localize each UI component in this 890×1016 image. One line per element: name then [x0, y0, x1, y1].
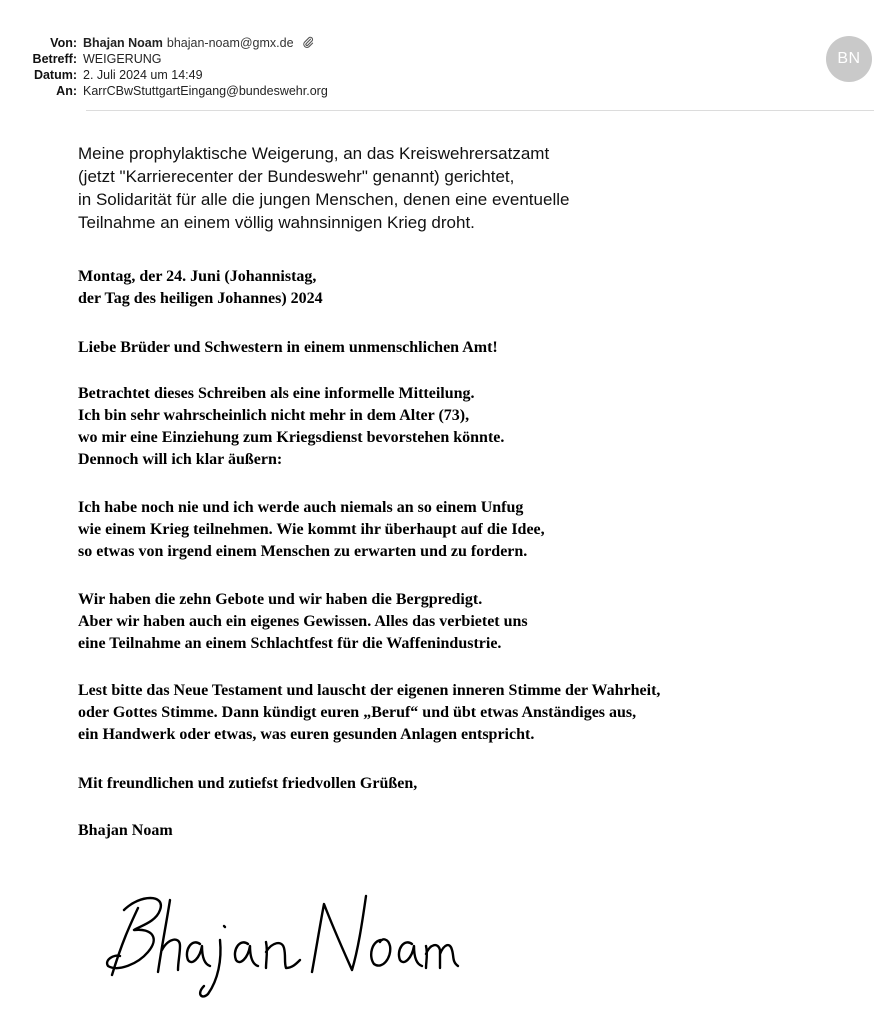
subject-value: WEIGERUNG	[83, 52, 162, 66]
letter-paragraph-3	[78, 589, 868, 655]
paragraph-line: oder Gottes Stimme. Dann kündigt euren „Beruf“ und übt etwas Anständiges aus,	[78, 704, 637, 721]
handwritten-signature	[100, 880, 460, 1005]
to-value[interactable]: KarrCBwStuttgartEingang@bundeswehr.org	[83, 84, 328, 98]
date-label: Datum:	[33, 68, 77, 82]
letter-paragraph-4	[78, 680, 868, 746]
subject-row	[0, 51, 161, 67]
letter-name: Bhajan Noam	[78, 822, 173, 839]
paragraph-line: Betrachtet dieses Schreiben als eine informelle Mitteilung.	[78, 385, 475, 402]
paragraph-line: Lest bitte das Neue Testament und lauscht der eigenen inneren Stimme der Wahrheit,	[78, 682, 661, 699]
date-row	[0, 67, 203, 83]
mail-header	[0, 35, 890, 111]
header-divider	[86, 110, 874, 111]
paragraph-line: Ich bin sehr wahrscheinlich nicht mehr in dem Alter (73),	[78, 407, 470, 424]
paragraph-line: eine Teilnahme an einem Schlachtfest für die Waffenindustrie.	[78, 635, 502, 652]
intro-line: (jetzt "Karrierecenter der Bundeswehr" genannt) gerichtet,	[78, 167, 515, 186]
sender-name[interactable]: Bhajan Noam	[83, 36, 163, 50]
intro-line: Meine prophylaktische Weigerung, an das Kreiswehrersatzamt	[78, 144, 550, 163]
to-row	[0, 83, 328, 99]
paragraph-line: ein Handwerk oder etwas, was euren gesunden Anlagen entspricht.	[78, 726, 535, 743]
paragraph-line: Aber wir haben auch ein eigenes Gewissen. Alles das verbietet uns	[78, 613, 528, 630]
paragraph-line: wo mir eine Einziehung zum Kriegsdienst bevorstehen könnte.	[78, 429, 505, 446]
paragraph-line: wie einem Krieg teilnehmen. Wie kommt ihr überhaupt auf die Idee,	[78, 521, 545, 538]
letter-paragraph-1	[78, 383, 868, 471]
intro-line: Teilnahme an einem völlig wahnsinnigen Krieg droht.	[78, 213, 475, 232]
paragraph-line: Wir haben die zehn Gebote und wir haben die Bergpredigt.	[78, 591, 483, 608]
paragraph-line: Dennoch will ich klar äußern:	[78, 451, 283, 468]
letter-date-line: Montag, der 24. Juni (Johannistag,	[78, 268, 317, 285]
paperclip-icon[interactable]	[302, 36, 314, 53]
to-label: An:	[56, 84, 77, 98]
from-row	[0, 35, 314, 51]
paragraph-line: so etwas von irgend einem Menschen zu erwarten und zu fordern.	[78, 543, 528, 560]
avatar[interactable]: BN	[826, 36, 872, 82]
letter-date	[78, 266, 868, 310]
letter-paragraph-2	[78, 497, 868, 563]
letter-closing: Mit freundlichen und zutiefst friedvollen Grüßen,	[78, 775, 418, 792]
subject-label: Betreff:	[32, 52, 77, 66]
letter-date-line: der Tag des heiligen Johannes) 2024	[78, 290, 323, 307]
intro-line: in Solidarität für alle die jungen Menschen, denen eine eventuelle	[78, 190, 570, 209]
date-value: 2. Juli 2024 um 14:49	[83, 68, 203, 82]
paragraph-line: Ich habe noch nie und ich werde auch niemals an so einem Unfug	[78, 499, 524, 516]
sender-email[interactable]: bhajan-noam@gmx.de	[166, 36, 294, 50]
intro-text	[78, 142, 858, 234]
from-label: Von:	[50, 36, 77, 50]
letter-salutation: Liebe Brüder und Schwestern in einem unmenschlichen Amt!	[78, 339, 498, 356]
